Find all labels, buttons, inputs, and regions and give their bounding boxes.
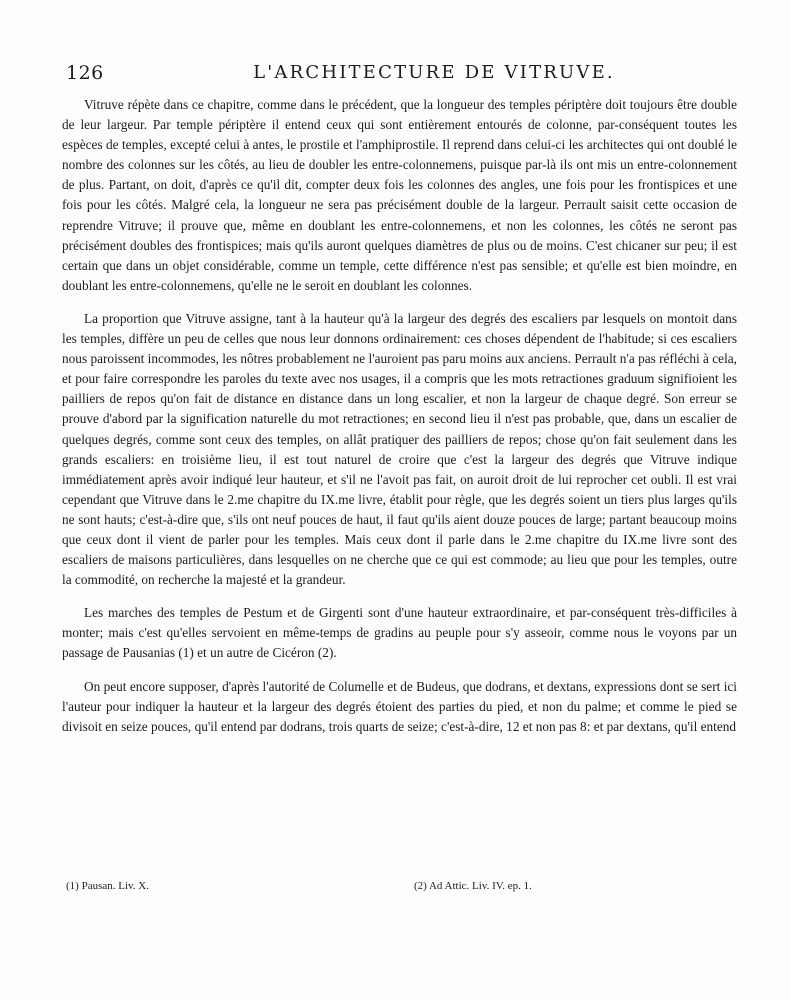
- page-number: 126: [66, 62, 104, 84]
- footnote-2: (2) Ad Attic. Liv. IV. ep. 1.: [414, 880, 532, 892]
- footnote-1: (1) Pausan. Liv. X.: [66, 880, 149, 892]
- paragraph: Les marches des temples de Pestum et de Girgenti sont d'une hauteur extraordinaire, et par-conséquent très-difficiles à monter; mais c'est qu'elles servoient en même-temps de gradins au peuple pour s'y asseoir, comme nous le voyons par un passage de Pausanias (1) et un autre de Cicéron (2).: [62, 605, 737, 661]
- paragraph: La proportion que Vitruve assigne, tant à la hauteur qu'à la largeur des degrés des escaliers par lesquels on montoit dans les temples, diffère un peu de celles que nous leur donnons ordinairement: ces choses dépendent de l'habitude; si ces escaliers nous paroissent incommodes, les nôtres probablement ne l'auroient pas paru moins aux anciens. Perrault n'a pas réfléchi à cela, et pour faire correspondre les paroles du texte avec nos usages, il a compris que les mots retractiones graduum signifioient les pailliers de repos qu'on fait de distance en distance dans un long escalier, et non la largeur de chaque degré. Son erreur se prouve d'abord par la signification naturelle du mot retractiones; en second lieu il n'est pas probable, que, dans un escalier de quelques degrés, comme sont ceux des temples, on allât pratiquer des pailliers de repos; chose qu'on fait seulement dans les grands escaliers: en troisième lieu, il est tout naturel de croire que c'est la largeur des degrés que Vitruve indique immédiatement après avoir indiqué leur hauteur, et s'il ne l'avoit pas fait, on auroit droit de lui reprocher cet oubli. Il est vrai cependant que Vitruve dans le 2.me chapitre du IX.me livre, établit pour règle, que les degrés soient un tiers plus larges qu'ils ne sont hauts; c'est-à-dire que, s'ils ont neuf pouces de haut, il faut qu'ils aient douze pouces de large; partant beaucoup moins que ceux dont il vient de parler pour les temples. Mais ceux dont il parle dans le 2.me chapitre du IX.me livre sont des escaliers de maisons particulières, dans lesquelles on ne cherche que ce qui est commode; au lieu que pour les temples, outre la commodité, on recherche la majesté et la grandeur.: [62, 310, 737, 588]
- paragraph: On peut encore supposer, d'après l'autorité de Columelle et de Budeus, que dodrans, et dextans, expressions dont se sert ici l'auteur pour indiquer la hauteur et la largeur des degrés étoient des parties du pied, et non du palme; et comme le pied se divisoit en seize pouces, qu'il entend par dodrans, trois quarts de seize; c'est-à-dire, 12 et non pas 8: et par dextans, qu'il entend: [62, 678, 737, 734]
- main-text: [62, 95, 737, 737]
- paragraph: Vitruve répète dans ce chapitre, comme dans le précédent, que la longueur des temples périptère doit toujours être double de leur largeur. Par temple périptère il entend ceux qui sont entièrement entourés de colonne, par-conséquent toutes les espèces de temples, excepté celui à antes, le prostile et l'amphiprostile. Il reprend dans celui-ci les architectes qui ont doublé le nombre des colonnes sur les côtés, au lieu de doubler les entre-colonnemens, puisque par-là ils ont mis un entre-colonnement de plus. Partant, on doit, d'après ce qu'il dit, compter deux fois les colonnes des angles, une fois pour les frontispices et une fois pour les côtés. Malgré cela, la longueur ne sera pas précisément double de la largeur. Perrault saisit cette occasion de reprendre Vitruve; il prouve que, même en doublant les entre-colonnemens, et non les colonnes, les côtés ne seront pas précisément doubles des frontispices; mais qu'ils auront quelques diamètres de plus ou de moins. C'est chicaner sur peu; il est certain que dans un objet considérable, comme un temple, cette différence n'est pas sensible; et qu'elle est bien moindre, en doublant les entre-colonnemens, qu'elle ne le seroit en doublant les colonnes.: [62, 97, 737, 293]
- page-header: [64, 62, 734, 88]
- footnotes: [64, 880, 734, 900]
- running-title: L'ARCHITECTURE DE VITRUVE.: [253, 62, 615, 83]
